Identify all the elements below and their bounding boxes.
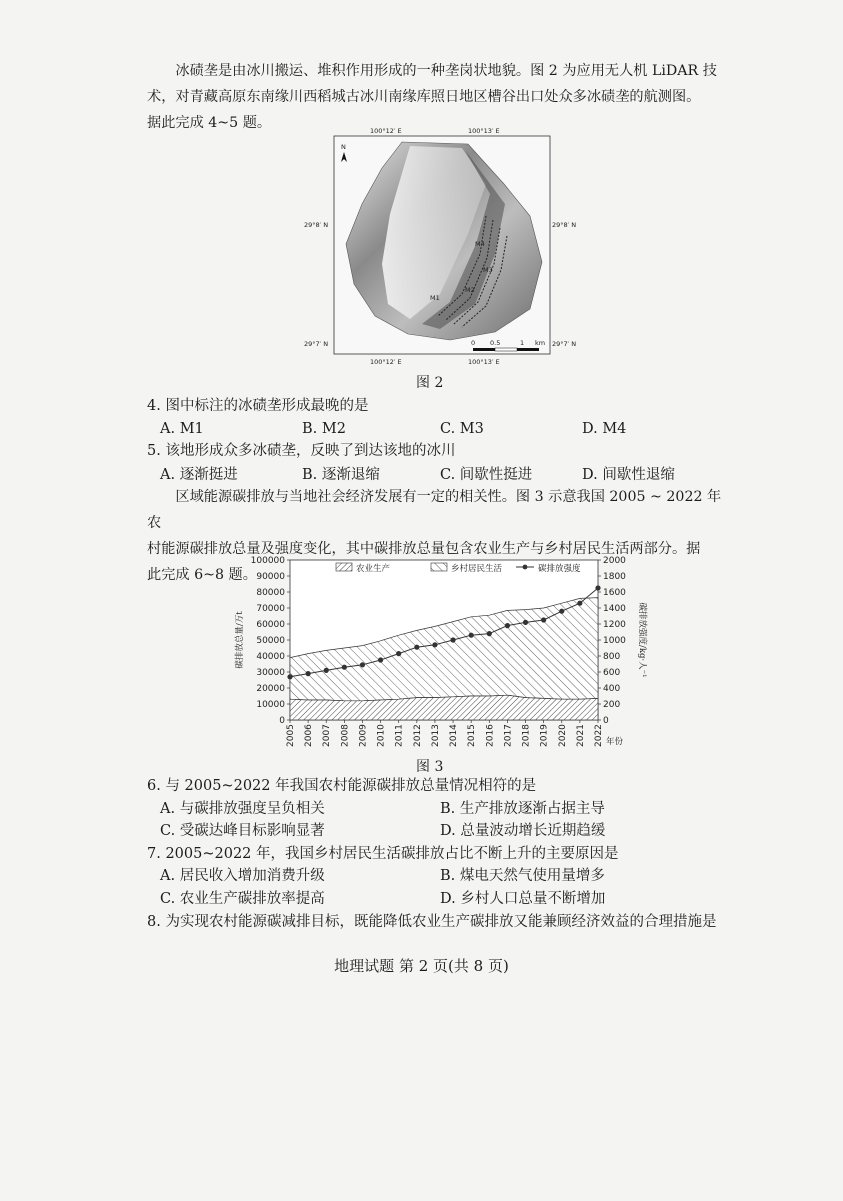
x-tick-label: 2009 xyxy=(358,724,369,747)
question-4-stem: 4. 图中标注的冰碛垄形成最晚的是 xyxy=(147,398,369,414)
svg-text:0: 0 xyxy=(471,339,476,347)
intro-2-line-1: 区域能源碳排放与当地社会经济发展有一定的相关性。图 3 示意我国 2005 ~ 2022 年农 xyxy=(147,489,722,531)
page-footer: 地理试题 第 2 页(共 8 页) xyxy=(334,957,509,975)
x-tick-label: 2022 xyxy=(594,724,604,747)
x-tick-label: 2016 xyxy=(485,724,496,747)
left-tick-label: 60000 xyxy=(256,620,285,630)
figure-2-map xyxy=(290,124,577,372)
x-tick-label: 2014 xyxy=(449,724,460,747)
right-tick-label: 1000 xyxy=(603,636,626,646)
moraine-label-m1: M1 xyxy=(430,294,440,302)
left-tick-label: 50000 xyxy=(256,636,285,646)
x-tick-label: 2018 xyxy=(521,724,532,747)
intro-1-line-1: 冰碛垄是由冰川搬运、堆积作用形成的一种垄岗状地貌。图 2 为应用无人机 LiDAR 技 xyxy=(175,63,717,79)
x-tick-label: 2010 xyxy=(376,724,387,747)
svg-text:km: km xyxy=(535,339,546,347)
q6-option-b: B. 生产排放逐渐占据主导 xyxy=(440,801,605,817)
x-tick-label: 2021 xyxy=(575,724,586,747)
q7-option-c: C. 农业生产碳排放率提高 xyxy=(160,891,325,907)
q4-option-a: A. M1 xyxy=(160,421,204,437)
intensity-point xyxy=(324,668,329,673)
x-tick-label: 2006 xyxy=(304,724,315,747)
lat-right-top: 29°8′ N xyxy=(552,221,577,229)
left-tick-label: 70000 xyxy=(256,604,285,614)
y-axis-left-title: 碳排放总量/万t xyxy=(235,611,245,669)
legend-label-intensity: 碳排放强度 xyxy=(538,564,581,574)
left-tick-label: 100000 xyxy=(250,556,285,566)
intensity-point xyxy=(541,617,546,622)
svg-text:1: 1 xyxy=(520,339,525,347)
lat-left-bottom: 29°7′ N xyxy=(304,340,329,348)
q6-option-d: D. 总量波动增长近期趋缓 xyxy=(440,823,606,839)
intensity-point xyxy=(505,623,510,628)
legend-swatch-agriculture xyxy=(336,563,352,571)
intensity-point xyxy=(396,651,401,656)
q4-option-b: B. M2 xyxy=(302,421,346,437)
q5-option-d: D. 间歇性退缩 xyxy=(582,467,675,483)
x-tick-label: 2017 xyxy=(503,724,514,747)
left-tick-label: 20000 xyxy=(256,684,285,694)
intensity-point xyxy=(523,620,528,625)
x-tick-label: 2012 xyxy=(412,724,423,747)
svg-text:0.5: 0.5 xyxy=(490,339,501,347)
left-tick-label: 0 xyxy=(279,716,285,726)
intro-2-line-2: 村能源碳排放总量及强度变化，其中碳排放总量包含农业生产与乡村居民生活两部分。据 xyxy=(147,541,701,557)
legend-swatch-living xyxy=(431,563,447,571)
q4-option-d: D. M4 xyxy=(582,421,627,437)
lon-bottom-left: 100°12′ E xyxy=(370,358,402,366)
right-tick-label: 1600 xyxy=(603,588,626,598)
intensity-point xyxy=(414,645,419,650)
y-axis-right-title: 碳排放强度/kg·人⁻¹ xyxy=(637,602,647,678)
q4-option-c: C. M3 xyxy=(440,421,484,437)
q7-option-a: A. 居民收入增加消费升级 xyxy=(160,868,325,884)
intensity-point xyxy=(577,601,582,606)
intro-1-line-3: 据此完成 4~5 题。 xyxy=(147,115,272,131)
x-tick-label: 2019 xyxy=(539,724,550,747)
question-6-stem: 6. 与 2005~2022 年我国农村能源碳排放总量情况相符的是 xyxy=(147,778,537,794)
moraine-label-m4: M4 xyxy=(475,240,485,248)
right-tick-label: 0 xyxy=(603,716,609,726)
intensity-point xyxy=(559,609,564,614)
lon-top-left: 100°12′ E xyxy=(370,127,402,135)
question-5-stem: 5. 该地形成众多冰碛垄，反映了到达该地的冰川 xyxy=(147,443,456,459)
intensity-point xyxy=(306,671,311,676)
legend-marker-intensity xyxy=(523,565,528,570)
right-tick-label: 400 xyxy=(603,684,621,694)
intensity-point xyxy=(450,637,455,642)
question-8-stem: 8. 为实现农村能源碳减排目标，既能降低农业生产碳排放又能兼顾经济效益的合理措施是 xyxy=(147,914,717,930)
question-7-stem: 7. 2005~2022 年，我国乡村居民生活碳排放占比不断上升的主要原因是 xyxy=(147,846,619,862)
intensity-point xyxy=(469,633,474,638)
left-tick-label: 40000 xyxy=(256,652,285,662)
right-tick-label: 800 xyxy=(603,652,621,662)
left-tick-label: 30000 xyxy=(256,668,285,678)
q5-option-c: C. 间歇性挺进 xyxy=(440,467,533,483)
q7-option-d: D. 乡村人口总量不断增加 xyxy=(440,891,606,907)
q7-option-b: B. 煤电天然气使用量增多 xyxy=(440,868,605,884)
right-tick-label: 1800 xyxy=(603,572,626,582)
left-tick-label: 90000 xyxy=(256,572,285,582)
q5-option-b: B. 逐渐退缩 xyxy=(302,467,380,483)
intensity-point xyxy=(287,674,292,679)
right-tick-label: 600 xyxy=(603,668,621,678)
x-tick-label: 2005 xyxy=(286,724,296,747)
lon-bottom-right: 100°13′ E xyxy=(468,358,500,366)
intensity-point xyxy=(360,662,365,667)
svg-text:N: N xyxy=(341,143,346,151)
figure-3-caption: 图 3 xyxy=(416,759,444,775)
intro-2-line-3: 此完成 6~8 题。 xyxy=(147,567,257,583)
figure-3-chart xyxy=(228,552,648,752)
figure-2-caption: 图 2 xyxy=(416,375,444,391)
right-tick-label: 1200 xyxy=(603,620,626,630)
intensity-point xyxy=(342,665,347,670)
moraine-label-m3: M3 xyxy=(483,266,493,274)
x-tick-label: 2008 xyxy=(340,724,351,747)
q6-option-a: A. 与碳排放强度呈负相关 xyxy=(160,801,325,817)
right-tick-label: 1400 xyxy=(603,604,626,614)
intro-1-line-2: 术，对青藏高原东南缘川西稻城古冰川南缘库照日地区槽谷出口处众多冰碛垄的航测图。 xyxy=(147,89,701,105)
legend-label-agriculture: 农业生产 xyxy=(356,564,391,574)
moraine-label-m2: M2 xyxy=(465,286,475,294)
intensity-point xyxy=(595,585,600,590)
intensity-point xyxy=(378,657,383,662)
lat-left-top: 29°8′ N xyxy=(304,221,329,229)
x-tick-label: 2011 xyxy=(394,724,405,747)
x-tick-label: 2013 xyxy=(430,724,441,747)
q5-option-a: A. 逐渐挺进 xyxy=(160,467,238,483)
right-tick-label: 2000 xyxy=(603,556,626,566)
right-tick-label: 200 xyxy=(603,700,621,710)
intensity-point xyxy=(487,631,492,636)
x-tick-label: 2007 xyxy=(322,724,333,747)
left-tick-label: 10000 xyxy=(256,700,285,710)
lat-right-bottom: 29°7′ N xyxy=(552,340,577,348)
x-tick-label: 2020 xyxy=(557,724,568,747)
x-axis-title: 年份 xyxy=(606,737,624,747)
left-tick-label: 80000 xyxy=(256,588,285,598)
q6-option-c: C. 受碳达峰目标影响显著 xyxy=(160,823,325,839)
legend-label-living: 乡村居民生活 xyxy=(451,564,503,574)
x-tick-label: 2015 xyxy=(467,724,478,747)
intensity-point xyxy=(432,642,437,647)
lon-top-right: 100°13′ E xyxy=(468,127,500,135)
